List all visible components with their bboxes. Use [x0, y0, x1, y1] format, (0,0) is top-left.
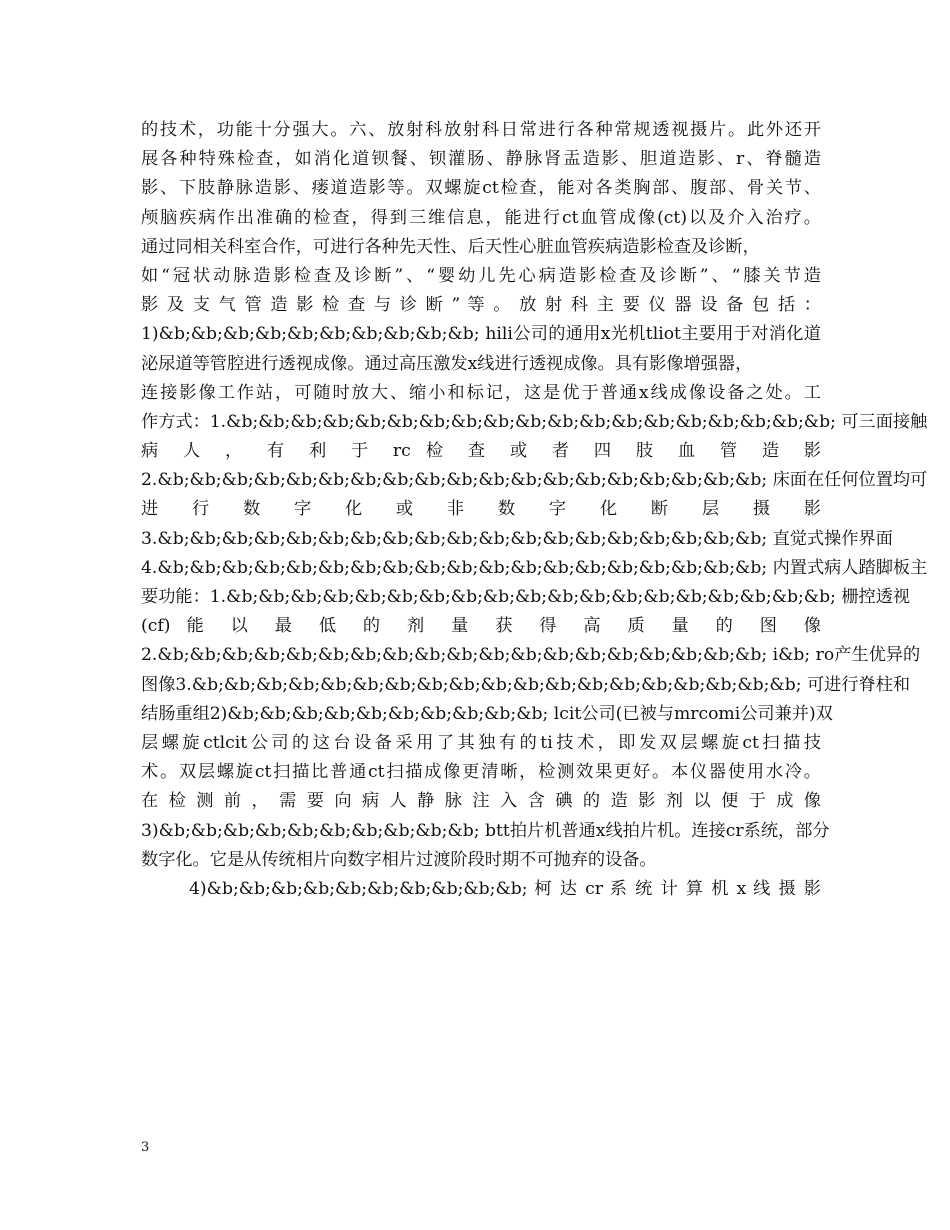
text-line: 连接影像工作站，可随时放大、缩小和标记，这是优于普通x线成像设备之处。工	[141, 382, 821, 403]
text-line: 要功能：1.&b;&b;&b;&b;&b;&b;&b;&b;&b;&b;&b;&b;&b;&b;&b;&b;&b;&b;&b; 栅控透视	[141, 587, 911, 607]
text-line: 4.&b;&b;&b;&b;&b;&b;&b;&b;&b;&b;&b;&b;&b;&b;&b;&b;&b;&b;&b; 内置式病人踏脚板主	[141, 557, 928, 578]
text-line: 结肠重组2)&b;&b;&b;&b;&b;&b;&b;&b;&b;&b; lcit公司(已被与mrcomi公司兼并)双	[141, 703, 833, 724]
text-line: 图像3.&b;&b;&b;&b;&b;&b;&b;&b;&b;&b;&b;&b;&b;&b;&b;&b;&b;&b;&b; 可进行脊柱和	[141, 674, 911, 695]
text-line: 泌尿道等管腔进行透视成像。通过高压激发x线进行透视成像。具有影像增强器，	[141, 353, 753, 374]
text-line: 进 行 数 字 化 或 非 数 字 化 断 层 摄 影	[141, 499, 821, 520]
text-line: (cf) 能 以 最 低 的 剂 量 获 得 高 质 量 的 图 像	[141, 616, 821, 637]
text-line: 病 人 ， 有 利 于 rc 检 查 或 者 四 肢 血 管 造 影	[141, 441, 821, 462]
text-line: 影 及 支 气 管 造 影 检 查 与 诊 断 ” 等 。 放 射 科 主 要 仪 器 设 备 包 括 ：	[141, 295, 821, 316]
text-line: 通过同相关科室合作，可进行各种先天性、后天性心脏血管疾病造影检查及诊断，	[141, 236, 760, 257]
text-line: 术。双层螺旋ct扫描比普通ct扫描成像更清晰，检测效果更好。本仪器使用水冷。	[141, 762, 821, 783]
text-line: 数字化。它是从传统相片向数字相片过渡阶段时期不可抛弃的设备。	[141, 849, 657, 870]
text-line: 1)&b;&b;&b;&b;&b;&b;&b;&b;&b;&b; hili公司的通用x光机tliot主要用于对消化道	[141, 324, 821, 345]
text-line: 颅脑疾病作出准确的检查，得到三维信息，能进行ct血管成像(ct)以及介入治疗。	[141, 207, 821, 228]
text-line: 作方式：1.&b;&b;&b;&b;&b;&b;&b;&b;&b;&b;&b;&b;&b;&b;&b;&b;&b;&b;&b; 可三面接触	[141, 411, 928, 432]
text-line: 4)&b;&b;&b;&b;&b;&b;&b;&b;&b;&b; 柯 达 cr 系 统 计 算 机 x 线 摄 影	[189, 878, 821, 899]
body-text	[141, 116, 928, 904]
text-line: 3)&b;&b;&b;&b;&b;&b;&b;&b;&b;&b; btt拍片机普通x线拍片机。连接cr系统，部分	[141, 820, 830, 841]
text-line: 层螺旋ctlcit公司的这台设备采用了其独有的ti技术，即发双层螺旋ct扫描技	[141, 732, 821, 753]
text-line: 2.&b;&b;&b;&b;&b;&b;&b;&b;&b;&b;&b;&b;&b;&b;&b;&b;&b;&b;&b; 床面在任何位置均可	[141, 470, 928, 491]
page-number: 3	[141, 1140, 150, 1155]
text-line: 影、下肢静脉造影、瘘道造影等。双螺旋ct检查，能对各类胸部、腹部、骨关节、	[141, 178, 821, 199]
text-line: 3.&b;&b;&b;&b;&b;&b;&b;&b;&b;&b;&b;&b;&b;&b;&b;&b;&b;&b;&b; 直觉式操作界面	[141, 528, 893, 549]
text-line: 的技术，功能十分强大。六、放射科放射科日常进行各种常规透视摄片。此外还开	[141, 120, 821, 140]
text-line: 如“冠状动脉造影检查及诊断”、“婴幼儿先心病造影检查及诊断”、“膝关节造	[141, 265, 821, 286]
text-line: 在 检 测 前 ， 需 要 向 病 人 静 脉 注 入 含 碘 的 造 影 剂 以 便 于 成 像	[141, 791, 821, 812]
text-line: 展各种特殊检查，如消化道钡餐、钡灌肠、静脉肾盂造影、胆道造影、r、脊髓造	[141, 149, 821, 170]
text-line: 2.&b;&b;&b;&b;&b;&b;&b;&b;&b;&b;&b;&b;&b;&b;&b;&b;&b;&b;&b; i&b; ro产生优异的	[141, 645, 921, 666]
